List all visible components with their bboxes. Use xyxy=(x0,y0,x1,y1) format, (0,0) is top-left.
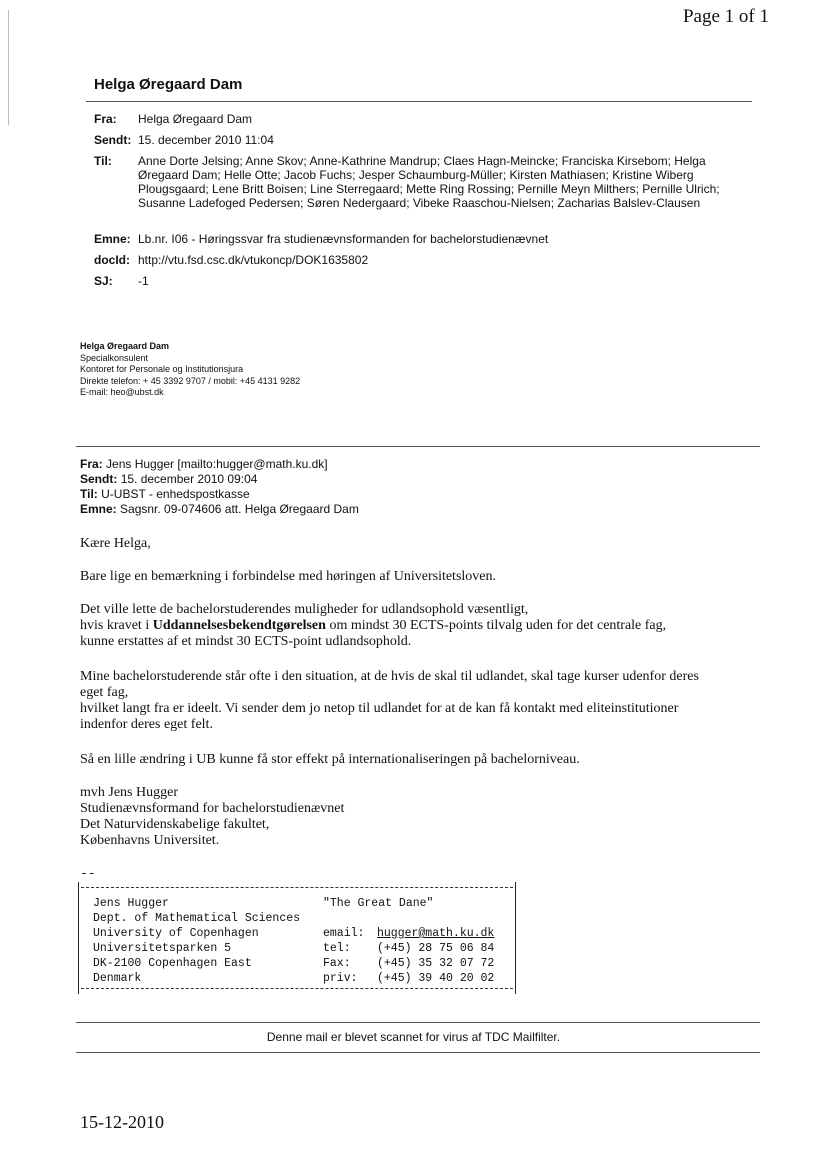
paragraph-2-line-2 xyxy=(80,618,760,634)
paragraph-3-line-2: eget fag, xyxy=(80,685,129,700)
closing: mvh Jens Hugger xyxy=(80,785,178,800)
box-university: University of Copenhagen xyxy=(93,927,259,940)
box-fax-label: Fax: xyxy=(323,957,351,970)
title-divider xyxy=(86,101,752,102)
footer-divider-bottom xyxy=(76,1052,760,1053)
email-title: Helga Øregaard Dam xyxy=(94,76,243,93)
quoted-to-value: U-UBST - enhedspostkasse xyxy=(101,487,250,501)
sent-value: 15. december 2010 11:04 xyxy=(138,133,274,147)
date-stamp: 15-12-2010 xyxy=(80,1112,164,1132)
to-value: Anne Dorte Jelsing; Anne Skov; Anne-Kathrine Mandrup; Claes Hagn-Meincke; Franciska Kirsebom; Helga Øregaard Dam; Helle Otte; Jacob Fuchs; Jesper Schaumburg-Müller; Kirsten Mathiasen; Kristine Wiberg Plougsgaard; Lene Britt Boisen; Line Sterregaard; Mette Ring Rossing; Pernille Meyn Milthers; Pernille Ulrich; Susanne Ladefoged Pedersen; Søren Nedergaard; Vibeke Raaschou-Nielsen; Zacharias Balslev-Clausen xyxy=(138,154,720,210)
box-bottom-border xyxy=(81,988,513,989)
quoted-subject-value: Sagsnr. 09-074606 att. Helga Øregaard Dam xyxy=(120,502,359,516)
signature-phone: Direkte telefon: + 45 3392 9707 / mobil: +45 4131 9282 xyxy=(80,375,301,386)
paragraph-2-line-1: Det ville lette de bachelorstuderendes muligheder for udlandsophold væsentligt, xyxy=(80,602,529,617)
box-name: Jens Hugger xyxy=(93,897,169,910)
greeting: Kære Helga, xyxy=(80,536,151,551)
paragraph-3 xyxy=(80,669,760,733)
paragraph-2-line-2-start: hvis kravet i xyxy=(80,618,153,633)
paragraph-3-line-1: Mine bachelorstuderende står ofte i den situation, at de hvis de skal til udlandet, skal tage kurser udenfor deres xyxy=(80,669,699,684)
paragraph-1: Bare lige en bemærkning i forbindelse med høringen af Universitetsloven. xyxy=(80,569,497,584)
sender-signature xyxy=(80,341,300,399)
box-city: DK-2100 Copenhagen East xyxy=(93,957,252,970)
closing-university: Københavns Universitet. xyxy=(80,833,220,848)
signature-separator: -- xyxy=(80,866,96,881)
sj-label: SJ: xyxy=(94,274,113,288)
to-label: Til: xyxy=(94,154,112,168)
closing-title: Studienævnsformand for bachelorstudienævnet xyxy=(80,801,345,816)
quote-divider xyxy=(76,446,760,447)
box-country: Denmark xyxy=(93,972,142,985)
sj-row xyxy=(94,274,754,288)
paragraph-3-line-3: hvilket langt fra er ideelt. Vi sender dem jo netop til udlandet for at de kan få kontakt med eliteinstitutioner xyxy=(80,701,679,716)
docid-label: docId: xyxy=(94,253,130,267)
docid-value: http://vtu.fsd.csc.dk/vtukoncp/DOK1635802 xyxy=(138,253,369,267)
box-nickname: "The Great Dane" xyxy=(323,897,434,910)
paragraph-2-emphasis: Uddannelsesbekendtgørelsen xyxy=(152,618,326,633)
paragraph-4: Så en lille ændring i UB kunne få stor effekt på internationaliseringen på bachelorniveau. xyxy=(80,752,580,767)
page-number: Page 1 of 1 xyxy=(682,6,769,27)
box-tel: (+45) 28 75 06 84 xyxy=(377,942,495,955)
from-label: Fra: xyxy=(94,112,117,126)
sent-row xyxy=(94,133,754,147)
box-email-label: email: xyxy=(323,927,365,940)
sj-value: -1 xyxy=(138,274,149,288)
subject-value: Lb.nr. I06 - Høringssvar fra studienævnsformanden for bachelorstudienævnet xyxy=(138,232,549,246)
paragraph-2 xyxy=(80,602,760,650)
box-email-link[interactable]: hugger@math.ku.dk xyxy=(377,927,495,940)
box-top-border xyxy=(81,887,513,888)
virus-scan-note: Denne mail er blevet scannet for virus af TDC Mailfilter. xyxy=(266,1030,561,1044)
quoted-sent xyxy=(80,472,257,486)
paragraph-2-line-3: kunne erstattes af et mindst 30 ECTS-point udlandsophold. xyxy=(80,634,412,649)
signature-email: E-mail: heo@ubst.dk xyxy=(80,387,164,397)
scan-edge-line xyxy=(8,10,9,125)
quoted-to-label: Til: xyxy=(80,487,98,501)
quoted-from xyxy=(80,457,328,471)
sent-label: Sendt: xyxy=(94,133,132,147)
paragraph-2-line-2-end: om mindst 30 ECTS-points tilvalg uden for det centrale fag, xyxy=(325,618,667,633)
subject-row xyxy=(94,232,754,246)
to-row xyxy=(94,154,754,210)
docid-row xyxy=(94,253,754,267)
closing-block xyxy=(80,785,760,849)
footer-divider-top xyxy=(76,1022,760,1023)
from-value: Helga Øregaard Dam xyxy=(138,112,253,126)
quoted-subject-label: Emne: xyxy=(80,502,117,516)
signature-office: Kontoret for Personale og Institutionsjura xyxy=(80,364,244,374)
signature-box xyxy=(78,882,516,994)
quoted-sent-label: Sendt: xyxy=(80,472,118,486)
box-tel-label: tel: xyxy=(323,942,351,955)
box-street: Universitetsparken 5 xyxy=(93,942,232,955)
quoted-subject xyxy=(80,502,359,516)
box-priv-label: priv: xyxy=(323,972,358,985)
box-fax: (+45) 35 32 07 72 xyxy=(377,957,495,970)
box-priv: (+45) 39 40 20 02 xyxy=(377,972,495,985)
quoted-from-value: Jens Hugger [mailto:hugger@math.ku.dk] xyxy=(106,457,328,471)
from-row xyxy=(94,112,754,126)
closing-faculty: Det Naturvidenskabelige fakultet, xyxy=(80,817,270,832)
signature-name: Helga Øregaard Dam xyxy=(80,341,170,351)
box-dept: Dept. of Mathematical Sciences xyxy=(93,912,301,925)
subject-label: Emne: xyxy=(94,232,131,246)
signature-title: Specialkonsulent xyxy=(80,352,149,363)
quoted-to xyxy=(80,487,250,501)
quoted-from-label: Fra: xyxy=(80,457,103,471)
quoted-sent-value: 15. december 2010 09:04 xyxy=(120,472,258,486)
paragraph-3-line-4: indenfor deres eget felt. xyxy=(80,717,213,732)
